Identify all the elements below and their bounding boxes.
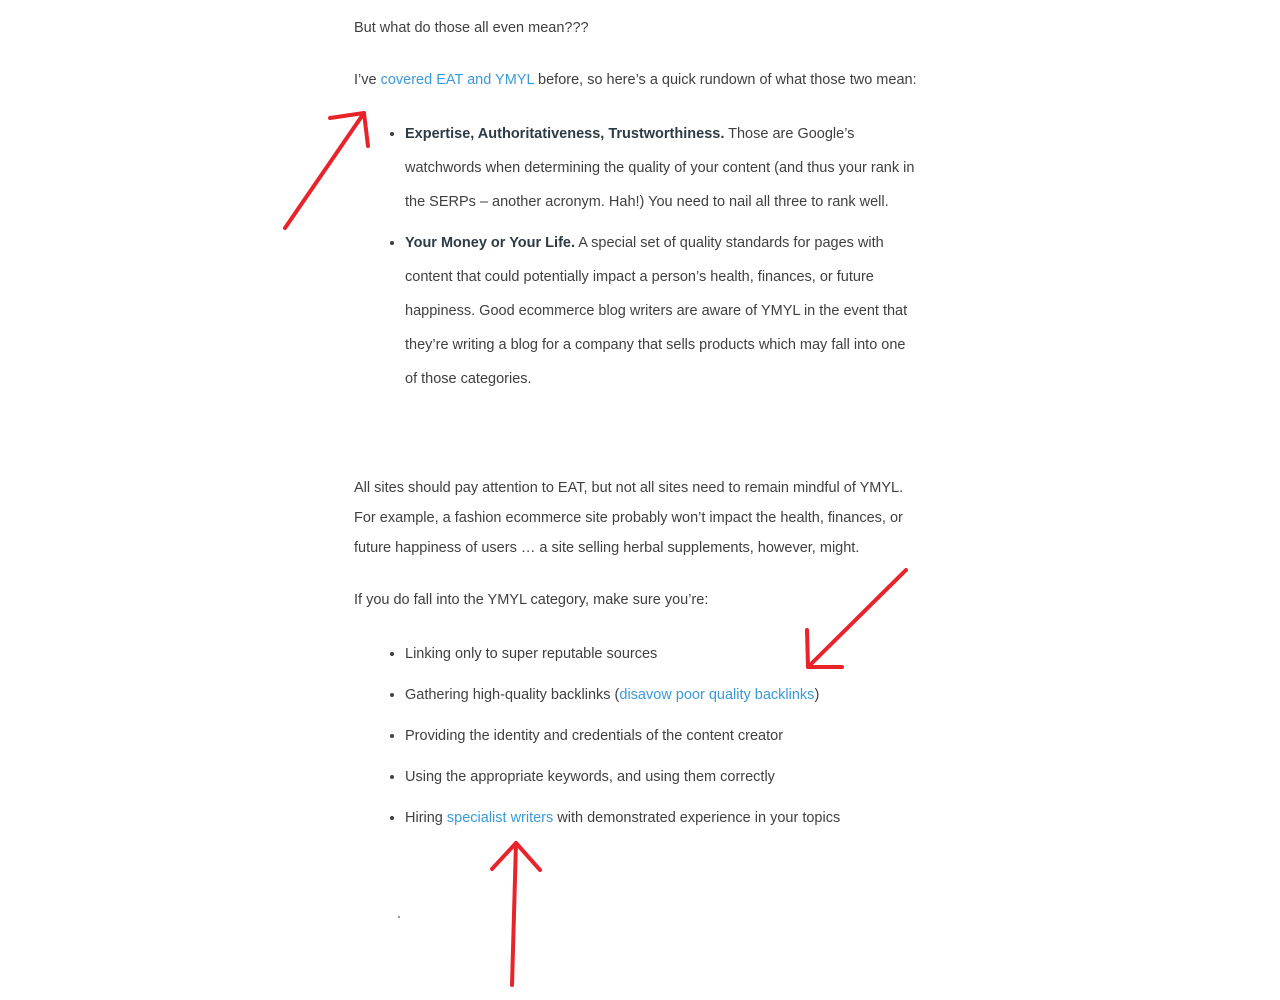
tip-hiring-before: Hiring xyxy=(405,810,447,826)
definition-term-ymyl: Your Money or Your Life. xyxy=(405,235,575,251)
arrow-up-right-annotation xyxy=(285,113,368,228)
ymyl-checklist xyxy=(388,639,915,844)
covered-eat-ymyl-link[interactable]: covered EAT and YMYL xyxy=(380,72,535,88)
checklist-intro-text: If you do fall into the YMYL category, make sure you’re: xyxy=(354,592,709,608)
paragraph-eat-vs-ymyl xyxy=(354,473,929,563)
arrow-up-annotation xyxy=(492,843,540,985)
paragraph-ymyl-checklist-intro xyxy=(354,585,929,615)
definition-item-eat xyxy=(405,117,915,219)
definitions-list xyxy=(388,117,915,403)
disavow-backlinks-link[interactable]: disavow poor quality backlinks xyxy=(619,687,815,703)
tip-reputable-sources: Linking only to super reputable sources xyxy=(405,646,658,662)
definition-text-eat: Those are Google’s watchwords when determining the quality of your content (and thus your rank in the SERPs – another acronym. Hah!) You need to nail all three to rank well. xyxy=(405,126,915,210)
paragraph-line-1: All sites should pay attention to EAT, but not all sites need to remain mindful of YMYL. xyxy=(354,480,904,496)
definition-term-eat: Expertise, Authoritativeness, Trustworthiness. xyxy=(405,126,725,142)
list-item xyxy=(405,680,915,710)
definition-text-ymyl: A special set of quality standards for pages with content that could potentially impact a person’s health, finances, or future happiness. Good ecommerce blog writers are aware of YMYL in the event that they’re writing a blog for a company that sells products which may fall into one of those categories. xyxy=(405,235,908,387)
stray-dot xyxy=(398,916,400,918)
specialist-writers-link[interactable]: specialist writers xyxy=(446,810,554,826)
paragraph-question-text: But what do those all even mean??? xyxy=(354,20,589,36)
tip-backlinks-before: Gathering high-quality backlinks ( xyxy=(405,687,620,703)
intro-text-after: before, so here’s a quick rundown of what those two mean: xyxy=(534,72,917,88)
intro-text-before: I’ve xyxy=(354,72,381,88)
tip-hiring-after: with demonstrated experience in your topics xyxy=(553,810,841,826)
list-item xyxy=(405,639,915,669)
list-item xyxy=(405,721,915,751)
list-item xyxy=(405,762,915,792)
tip-backlinks-after: ) xyxy=(814,687,820,703)
tip-keywords: Using the appropriate keywords, and using them correctly xyxy=(405,769,775,785)
paragraph-question xyxy=(354,13,929,43)
list-item xyxy=(405,803,915,833)
paragraph-line-3: future happiness of users … a site selling herbal supplements, however, might. xyxy=(354,540,860,556)
definition-item-ymyl xyxy=(405,226,915,396)
paragraph-line-2: For example, a fashion ecommerce site probably won’t impact the health, finances, or xyxy=(354,510,903,526)
paragraph-intro xyxy=(354,65,929,95)
tip-identity-credentials: Providing the identity and credentials of the content creator xyxy=(405,728,784,744)
